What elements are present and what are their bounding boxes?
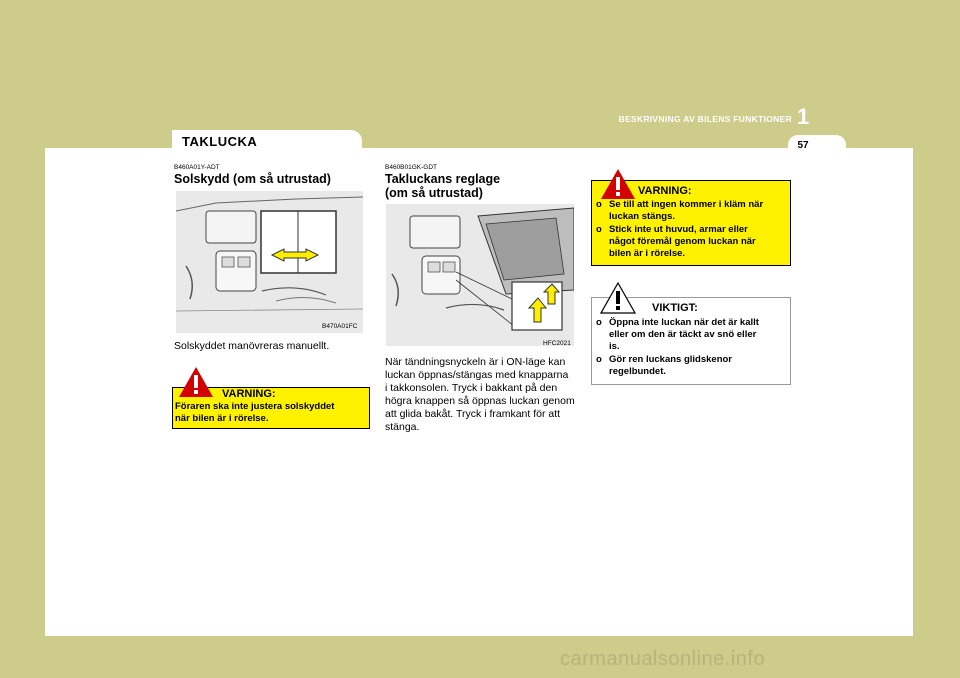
col1-warning-title: VARNING: bbox=[222, 388, 276, 400]
list-item-line: eller om den är täckt av snö eller bbox=[609, 329, 757, 340]
bullet: o bbox=[596, 199, 602, 210]
sunshade-illustration bbox=[176, 191, 363, 333]
list-item bbox=[596, 354, 786, 378]
col2-body-line: stänga. bbox=[385, 421, 420, 433]
col1-figure-code: B470A01FC bbox=[322, 323, 358, 330]
bullet: o bbox=[596, 317, 602, 328]
col1-warning-line: när bilen är i rörelse. bbox=[175, 413, 269, 424]
col2-body-line: i takkonsolen. Tryck i bakkant på den bbox=[385, 382, 558, 394]
notice-triangle-icon bbox=[600, 282, 636, 314]
section-title: TAKLUCKA bbox=[182, 134, 258, 149]
list-item-line: Se till att ingen kommer i kläm när bbox=[609, 199, 764, 210]
left-margin bbox=[0, 0, 45, 678]
bullet: o bbox=[596, 224, 602, 235]
list-item-line: Gör ren luckans glidskenor bbox=[609, 354, 733, 365]
col2-body-line: luckan öppnas/stängas med knapparna bbox=[385, 369, 569, 381]
page-number: 57 bbox=[797, 140, 809, 151]
warning-triangle-icon bbox=[178, 366, 214, 398]
col2-body-line: När tändningsnyckeln är i ON-läge kan bbox=[385, 356, 566, 368]
right-margin bbox=[913, 0, 960, 678]
header-band bbox=[0, 0, 960, 148]
col2-body-line: att glida bakåt. Tryck i framkant för att bbox=[385, 408, 561, 420]
col3-warning-title: VARNING: bbox=[638, 185, 692, 197]
bullet: o bbox=[596, 354, 602, 365]
list-item-line: Stick inte ut huvud, armar eller bbox=[609, 224, 748, 235]
col1-heading: Solskydd (om så utrustad) bbox=[174, 172, 331, 186]
footer-watermark: carmanualsonline.info bbox=[560, 648, 766, 670]
list-item bbox=[596, 199, 786, 223]
col1-warning-line: Föraren ska inte justera solskyddet bbox=[175, 401, 335, 412]
footer-band bbox=[0, 636, 960, 678]
list-item bbox=[596, 317, 786, 353]
col2-figure-code: HFC2021 bbox=[543, 340, 571, 347]
col3-notice-list bbox=[596, 317, 786, 379]
col2-code: B460B01GK-GDT bbox=[385, 164, 438, 171]
col2-heading-line: (om så utrustad) bbox=[385, 186, 483, 200]
sunroof-control-illustration bbox=[386, 204, 574, 346]
list-item-line: is. bbox=[609, 341, 620, 352]
chapter-title: BESKRIVNING AV BILENS FUNKTIONER bbox=[618, 114, 792, 124]
list-item bbox=[596, 224, 786, 260]
col2-heading bbox=[385, 172, 500, 200]
col3-notice-title: VIKTIGT: bbox=[652, 302, 698, 314]
col2-body-line: högra knappen så öppnas luckan genom bbox=[385, 395, 575, 407]
col1-code: B460A01Y-ADT bbox=[174, 164, 220, 171]
col2-body bbox=[385, 356, 575, 434]
col1-warning-text bbox=[175, 401, 334, 425]
sunroof-control-figure bbox=[386, 204, 574, 346]
col1-body: Solskyddet manövreras manuellt. bbox=[174, 340, 330, 352]
list-item-line: Öppna inte luckan när det är kallt bbox=[609, 317, 759, 328]
warning-triangle-icon bbox=[600, 168, 636, 200]
col3-warning-list bbox=[596, 199, 786, 261]
sunshade-figure bbox=[176, 191, 363, 333]
list-item-line: regelbundet. bbox=[609, 366, 667, 377]
list-item-line: något föremål genom luckan när bbox=[609, 236, 756, 247]
chapter-number: 1 bbox=[797, 104, 810, 129]
col2-heading-line: Takluckans reglage bbox=[385, 172, 501, 186]
list-item-line: luckan stängs. bbox=[609, 211, 675, 222]
list-item-line: bilen är i rörelse. bbox=[609, 248, 686, 259]
